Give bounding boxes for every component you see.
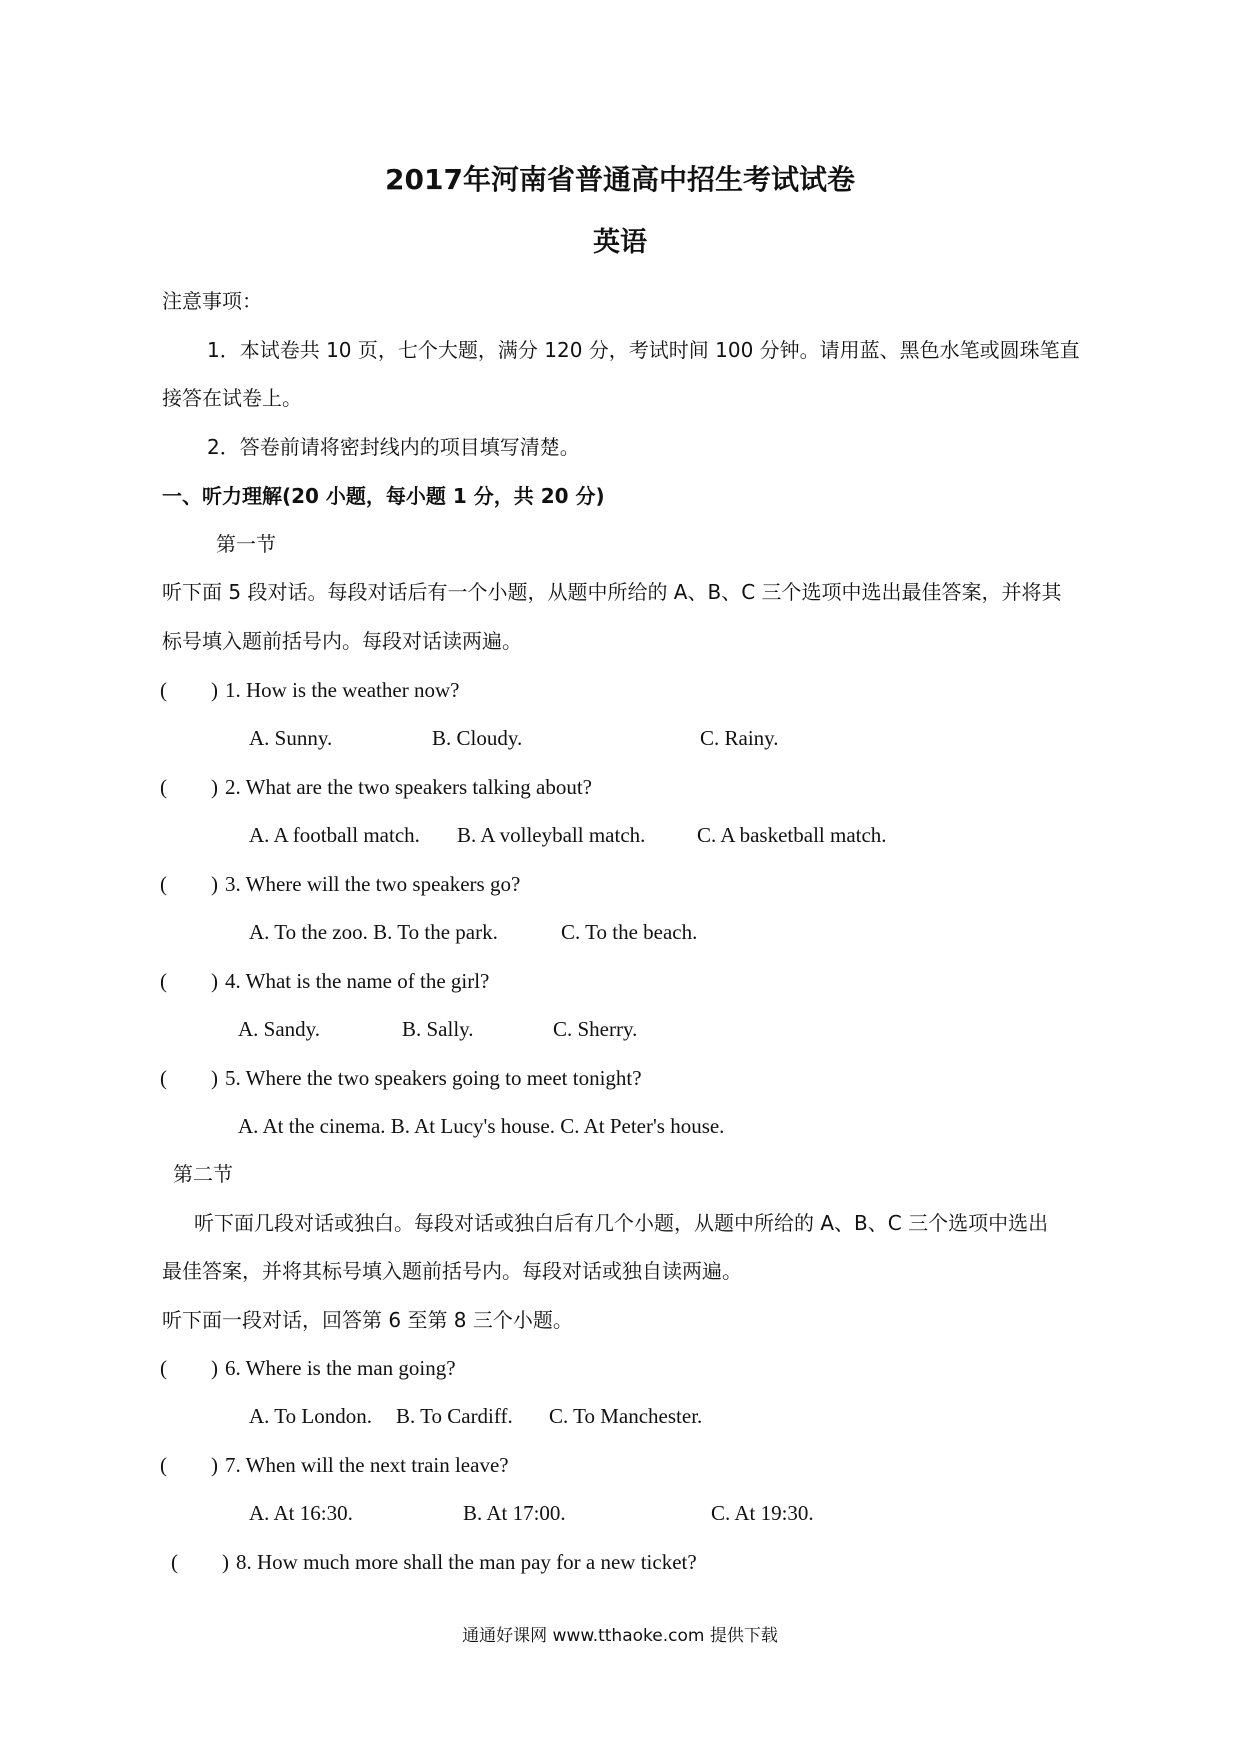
section1-instruction-line-2: 标号填入题前括号内。每段对话读两遍。 (162, 629, 522, 653)
section1-label: 第一节 (216, 532, 276, 556)
answer-bracket-open: ( (160, 969, 167, 993)
section2-instruction-line-2: 最佳答案，并将其标号填入题前括号内。每段对话或独自读两遍。 (162, 1259, 742, 1283)
notes-item-1-line-2: 接答在试卷上。 (162, 386, 302, 410)
q4-option-c: C. Sherry. (553, 1017, 638, 1041)
part1-heading: 一、听力理解(20 小题，每小题 1 分，共 20 分) (162, 484, 605, 508)
answer-bracket-open: ( (160, 1356, 167, 1380)
section2-sub-instruction: 听下面一段对话，回答第 6 至第 8 三个小题。 (162, 1308, 573, 1332)
answer-bracket-close: ) (211, 1453, 218, 1477)
answer-bracket-open: ( (160, 1453, 167, 1477)
answer-bracket-close: ) (222, 1550, 229, 1574)
q6-option-a: A. To London. (249, 1404, 372, 1428)
answer-bracket-close: ) (211, 969, 218, 993)
q1-option-a: A. Sunny. (249, 726, 333, 750)
question-stem-3: 3. Where will the two speakers go? (225, 872, 521, 896)
q2-option-b: B. A volleyball match. (457, 823, 646, 847)
section2-instruction-line-1: 听下面几段对话或独白。每段对话或独白后有几个小题，从题中所给的 A、B、C 三个选项中选出 (194, 1211, 1049, 1235)
answer-bracket-close: ) (211, 1356, 218, 1380)
question-stem-8: 8. How much more shall the man pay for a new ticket? (236, 1550, 697, 1574)
question-stem-2: 2. What are the two speakers talking about? (225, 775, 592, 799)
q4-option-a: A. Sandy. (238, 1017, 321, 1041)
q3-option-c: C. To the beach. (561, 920, 698, 944)
answer-bracket-open: ( (160, 872, 167, 896)
answer-bracket-close: ) (211, 872, 218, 896)
q6-option-c: C. To Manchester. (549, 1404, 703, 1428)
answer-bracket-open: ( (171, 1550, 178, 1574)
answer-bracket-open: ( (160, 775, 167, 799)
q5-options: A. At the cinema. B. At Lucy's house. C. At Peter's house. (238, 1114, 725, 1138)
q4-option-b: B. Sally. (402, 1017, 474, 1041)
page-title: 2017年河南省普通高中招生考试试卷 (385, 163, 855, 196)
question-stem-5: 5. Where the two speakers going to meet tonight? (225, 1066, 642, 1090)
section1-instruction-line-1: 听下面 5 段对话。每段对话后有一个小题，从题中所给的 A、B、C 三个选项中选出最佳答案，并将其 (162, 580, 1062, 604)
question-stem-6: 6. Where is the man going? (225, 1356, 456, 1380)
question-stem-7: 7. When will the next train leave? (225, 1453, 509, 1477)
answer-bracket-close: ) (211, 775, 218, 799)
q1-option-b: B. Cloudy. (432, 726, 523, 750)
notes-item-2: 2．答卷前请将密封线内的项目填写清楚。 (207, 435, 580, 459)
q7-option-b: B. At 17:00. (463, 1501, 566, 1525)
page-footer: 通通好课网 www.tthaoke.com 提供下载 (462, 1626, 778, 1646)
q1-option-c: C. Rainy. (700, 726, 779, 750)
section2-label: 第二节 (173, 1162, 233, 1186)
question-stem-4: 4. What is the name of the girl? (225, 969, 490, 993)
notes-item-1-line-1: 1．本试卷共 10 页，七个大题，满分 120 分，考试时间 100 分钟。请用蓝、黑色水笔或圆珠笔直 (207, 338, 1080, 362)
answer-bracket-close: ) (211, 678, 218, 702)
answer-bracket-open: ( (160, 678, 167, 702)
subject-title: 英语 (593, 227, 647, 258)
answer-bracket-open: ( (160, 1066, 167, 1090)
q3-option-ab: A. To the zoo. B. To the park. (249, 920, 498, 944)
notes-heading: 注意事项： (162, 289, 262, 313)
q2-option-a: A. A football match. (249, 823, 420, 847)
answer-bracket-close: ) (211, 1066, 218, 1090)
question-stem-1: 1. How is the weather now? (225, 678, 460, 702)
q6-option-b: B. To Cardiff. (396, 1404, 513, 1428)
q7-option-c: C. At 19:30. (711, 1501, 814, 1525)
q2-option-c: C. A basketball match. (697, 823, 887, 847)
q7-option-a: A. At 16:30. (249, 1501, 353, 1525)
